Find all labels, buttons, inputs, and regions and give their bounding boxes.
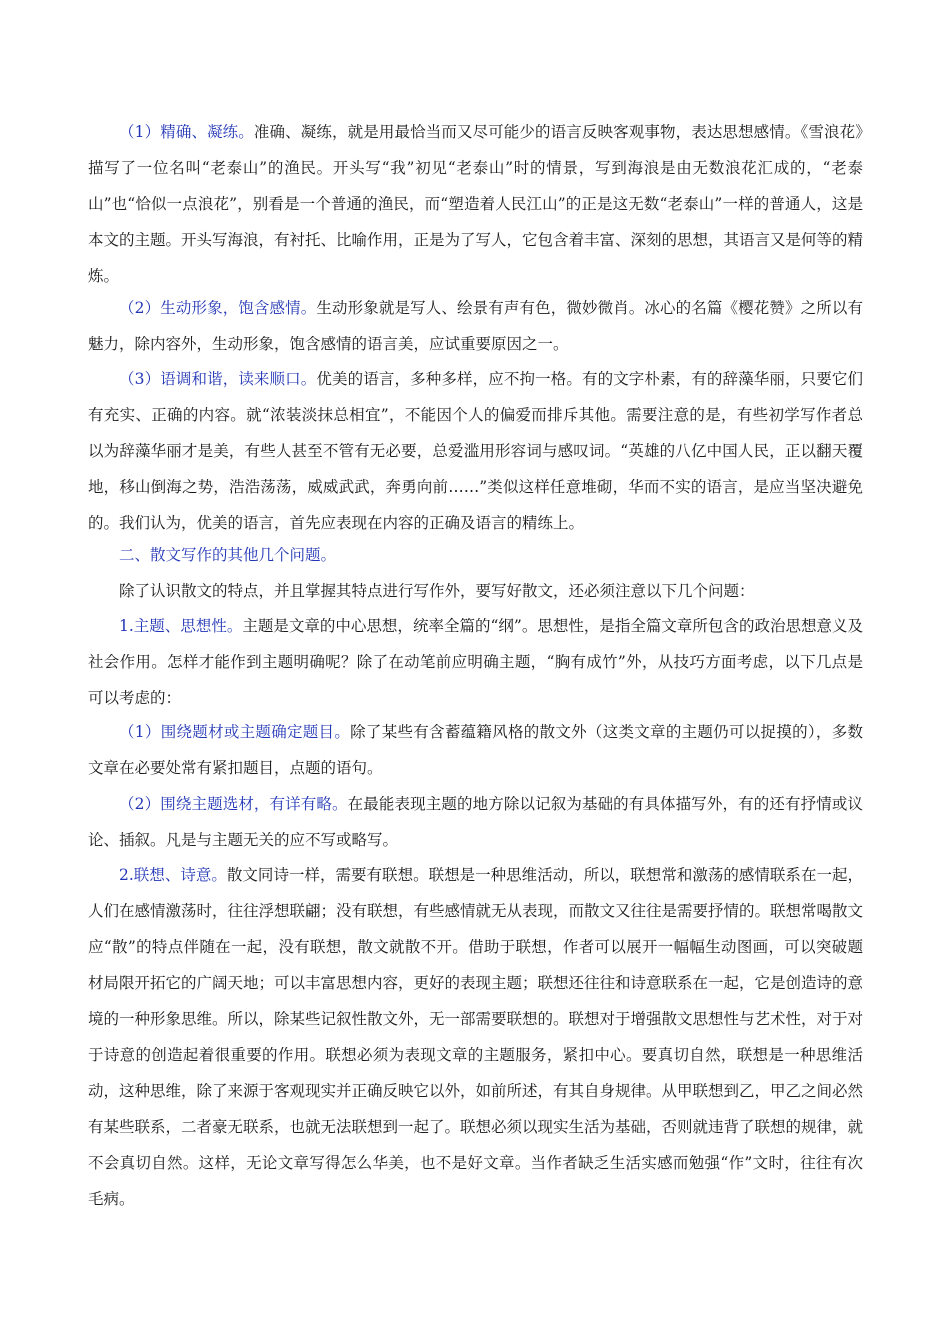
paragraph-text: 主题是文章的中心思想，统率全篇的“纲”。思想性，是指全篇文章所包含的政治思想意义及社会作用。怎样才能作到主题明确呢？除了在动笔前应明确主题，“胸有成竹”外，从技巧方面考虑，以下几点是可以考虑的： [88,617,863,707]
paragraph-material-selection [88,786,863,858]
paragraph-harmonious-tone [88,361,863,541]
paragraph-heading: （3）语调和谐，读来顺口。 [119,370,317,388]
paragraph-theme [88,608,863,716]
paragraph-text: 除了某些有含蓄蕴籍风格的散文外（这类文章的主题仍可以捉摸的），多数文章在必要处常有紧扣题目，点题的语句。 [88,723,863,777]
section-title: 二、散文写作的其他几个问题。 [119,546,337,564]
paragraph-heading: （2）围绕主题选材，有详有略。 [119,795,348,813]
paragraph-heading: （2）生动形象，饱含感情。 [119,299,317,317]
paragraph-association [88,857,863,1217]
section-heading [88,537,863,573]
paragraph-heading: 1.主题、思想性。 [119,617,243,635]
paragraph-heading: （1）围绕题材或主题确定题目。 [119,723,351,741]
paragraph-text: 准确、凝练，就是用最恰当而又尽可能少的语言反映客观事物，表达思想感情。《雪浪花》描写了一位名叫“老泰山”的渔民。开头写“我”初见“老泰山”时的情景，写到海浪是由无数浪花汇成的，“老泰山”也“恰似一点浪花”，别看是一个普通的渔民，而“塑造着人民江山”的正是这无数“老泰山”一样的普通人，这是本文的主题。开头写海浪，有衬托、比喻作用，正是为了写人，它包含着丰富、深刻的思想，其语言又是何等的精炼。 [88,123,864,285]
paragraph-vivid-emotional [88,290,863,362]
paragraph-title-choice [88,714,863,786]
paragraph-text: 散文同诗一样，需要有联想。联想是一种思维活动，所以，联想常和激荡的感情联系在一起，人们在感情激荡时，往往浮想联翩；没有联想，有些感情就无从表现，而散文又往往是需要抒情的。联想常喝散文应“散”的特点伴随在一起，没有联想，散文就散不开。借助于联想，作者可以展开一幅幅生动图画，可以突破题材局限开拓它的广阔天地；可以丰富思想内容，更好的表现主题；联想还往往和诗意联系在一起，它是创造诗的意境的一种形象思维。所以，除某些记叙性散文外，无一部需要联想的。联想对于增强散文思想性与艺术性，对于对于诗意的创造起着很重要的作用。联想必须为表现文章的主题服务，紧扣中心。要真切自然，联想是一种思维活动，这种思维，除了来源于客观现实并正确反映它以外，如前所述，有其自身规律。从甲联想到乙，甲乙之间必然有某些联系，二者豪无联系，也就无法联想到一起了。联想必须以现实生活为基础，否则就违背了联想的规律，就不会真切自然。这样，无论文章写得怎么华美，也不是好文章。当作者缺乏生活实感而勉强“作”文时，往往有次毛病。 [88,866,864,1208]
paragraph-text: 生动形象就是写人、绘景有声有色，微妙微肖。冰心的名篇《樱花赞》之所以有魅力，除内容外，生动形象，饱含感情的语言美，应试重要原因之一。 [88,299,863,353]
paragraph-text: 除了认识散文的特点，并且掌握其特点进行写作外，要写好散文，还必须注意以下几个问题： [119,582,755,600]
paragraph-heading: （1）精确、凝练。 [119,123,254,141]
paragraph-text: 优美的语言，多种多样，应不拘一格。有的文字朴素，有的辞藻华丽，只要它们有充实、正确的内容。就“浓装淡抹总相宜”，不能因个人的偏爱而排斥其他。需要注意的是，有些初学写作者总以为辞藻华丽才是美，有些人甚至不管有无必要，总爱滥用形容词与感叹词。“英雄的八亿中国人民，正以翻天覆地，移山倒海之势，浩浩荡荡，威威武武，奔勇向前……”类似这样任意堆砌，华而不实的语言，是应当坚决避免的。我们认为，优美的语言，首先应表现在内容的正确及语言的精练上。 [88,370,863,532]
paragraph-precise-concise [88,114,863,294]
paragraph-text: 在最能表现主题的地方除以记叙为基础的有具体描写外，有的还有抒情或议论、插叙。凡是与主题无关的应不写或略写。 [88,795,863,849]
paragraph-heading: 2.联想、诗意。 [119,866,227,884]
paragraph-intro [88,573,863,609]
